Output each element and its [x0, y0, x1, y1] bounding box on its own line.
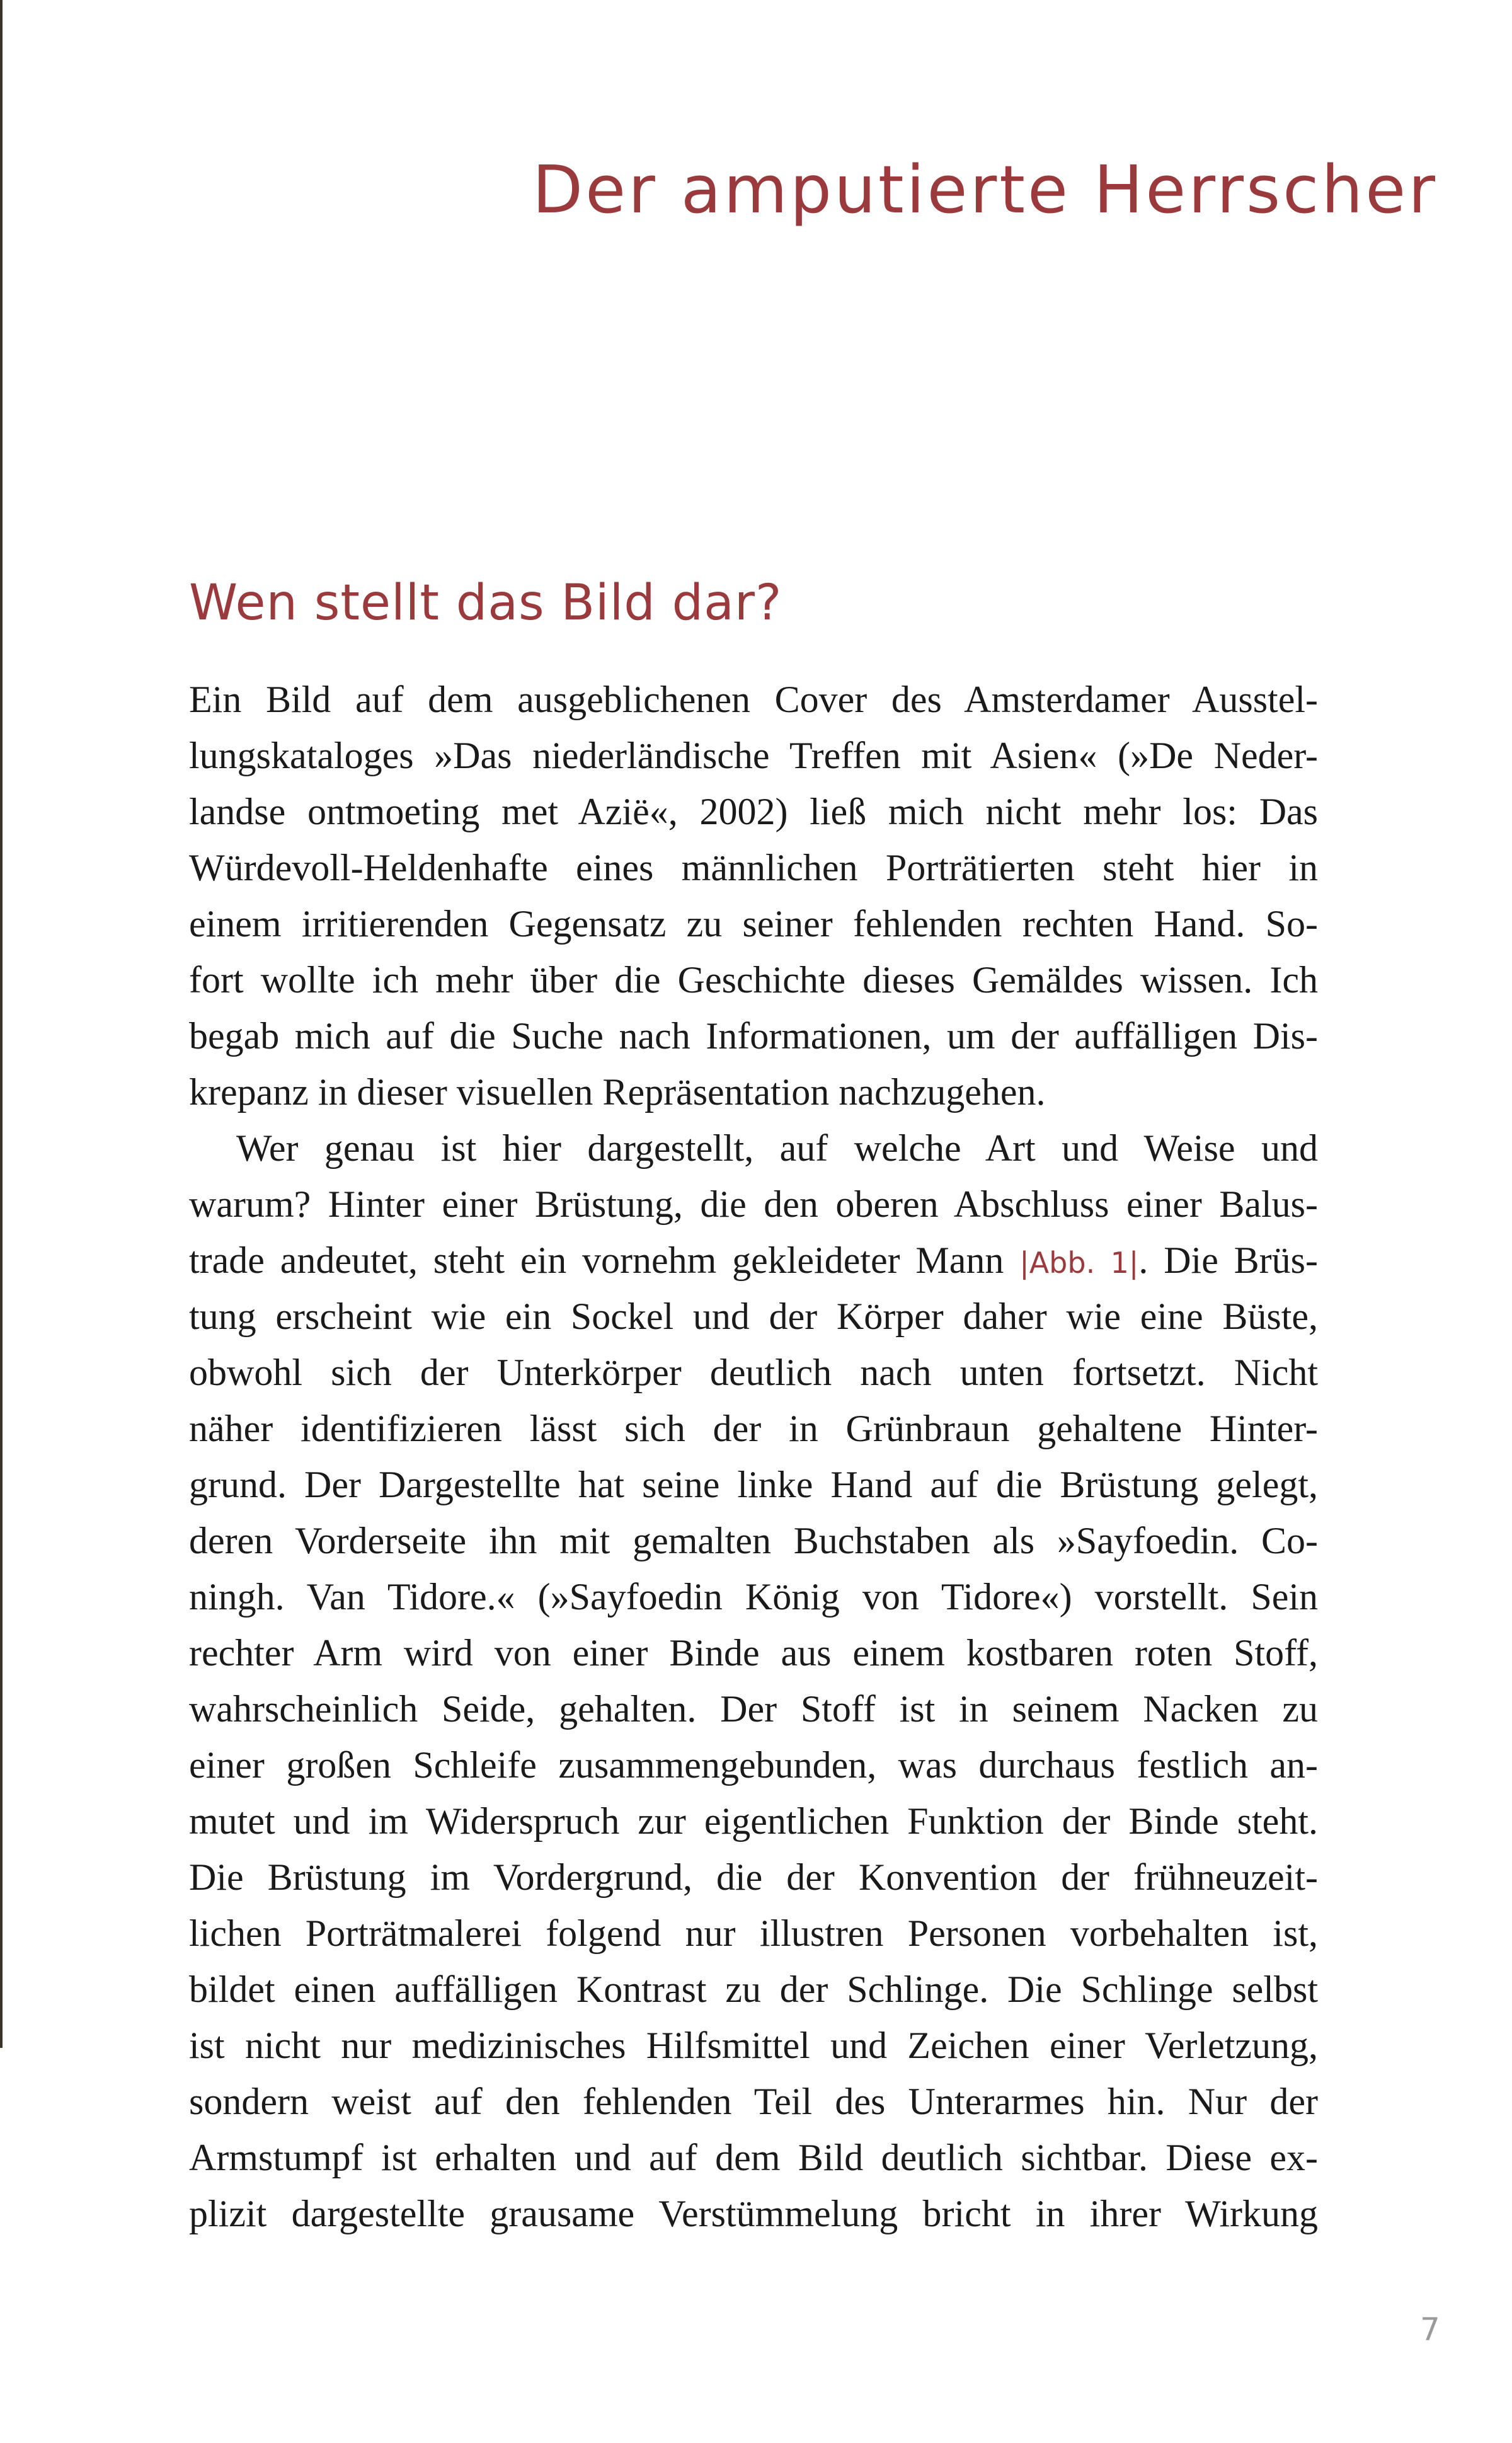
text-line-content: Armstumpf ist erhalten und auf dem Bild deutlich sichtbar. Diese ex-: [189, 2137, 1318, 2178]
text-line: [189, 1906, 1318, 1962]
text-line: [189, 1962, 1318, 2018]
text-line: [189, 1625, 1318, 1681]
text-line: [189, 840, 1318, 896]
text-line: [189, 896, 1318, 952]
text-line: [189, 784, 1318, 840]
text-line-content: lichen Porträtmalerei folgend nur illustren Personen vorbehalten ist,: [189, 1912, 1318, 1954]
text-line-content: tung erscheint wie ein Sockel und der Körper daher wie eine Büste,: [189, 1296, 1318, 1337]
page-edge-line: [0, 0, 3, 2048]
text-line: [189, 952, 1318, 1008]
text-line: [189, 1233, 1318, 1289]
text-line-content: ist nicht nur medizinisches Hilfsmittel und Zeichen einer Verletzung,: [189, 2025, 1318, 2066]
text-line-content: einem irritierenden Gegensatz zu seiner fehlenden rechten Hand. So-: [189, 903, 1318, 945]
text-line: [189, 1737, 1318, 1793]
text-line-content: ningh. Van Tidore.« (»Sayfoedin König von Tidore«) vorstellt. Sein: [189, 1576, 1318, 1618]
text-line-content: Wer genau ist hier dargestellt, auf welche Art und Weise und: [236, 1127, 1318, 1169]
text-line-content: plizit dargestellte grausame Verstümmelung bricht in ihrer Wirkung: [189, 2193, 1318, 2234]
text-line-content: obwohl sich der Unterkörper deutlich nach unten fortsetzt. Nicht: [189, 1352, 1318, 1393]
figure-reference-link[interactable]: |Abb. 1|: [1019, 1246, 1139, 1280]
text-line: [189, 1513, 1318, 1569]
text-line-content: einer großen Schleife zusammengebunden, was durchaus festlich an-: [189, 1744, 1318, 1786]
text-line-content: wahrscheinlich Seide, gehalten. Der Stoff ist in seinem Nacken zu: [189, 1688, 1318, 1730]
text-line-content: grund. Der Dargestellte hat seine linke Hand auf die Brüstung gelegt,: [189, 1464, 1318, 1505]
text-line: [236, 1120, 1318, 1176]
text-line-content: mutet und im Widerspruch zur eigentlichen Funktion der Binde steht.: [189, 1800, 1318, 1842]
text-line: [189, 1345, 1318, 1401]
text-line-content: rechter Arm wird von einer Binde aus einem kostbaren roten Stoff,: [189, 1632, 1318, 1674]
text-line-content: sondern weist auf den fehlenden Teil des Unterarmes hin. Nur der: [189, 2081, 1318, 2122]
text-line: [189, 672, 1318, 728]
text-line-content: krepanz in dieser visuellen Repräsentation nachzugehen.: [189, 1071, 1046, 1113]
text-line: [189, 728, 1318, 784]
text-line-content: landse ontmoeting met Azië«, 2002) ließ mich nicht mehr los: Das: [189, 791, 1318, 832]
text-line-content: bildet einen auffälligen Kontrast zu der Schlinge. Die Schlinge selbst: [189, 1969, 1318, 2010]
text-line-content: lungskataloges »Das niederländische Treffen mit Asien« (»De Neder-: [189, 735, 1318, 776]
text-line-content: warum? Hinter einer Brüstung, die den oberen Abschluss einer Balus-: [189, 1183, 1318, 1225]
text-line: [189, 1849, 1318, 1906]
text-line: [189, 1681, 1318, 1737]
text-line: [189, 2130, 1318, 2186]
text-line-content: [189, 1239, 1318, 1281]
text-line: [189, 1289, 1318, 1345]
text-line: [189, 1176, 1318, 1233]
text-segment: trade andeutet, steht ein vornehm gekleideter Mann: [189, 1239, 1020, 1281]
chapter-title: Der amputierte Herrscher: [532, 151, 1438, 228]
text-line: [189, 1064, 1318, 1120]
text-line-content: näher identifizieren lässt sich der in Grünbraun gehaltene Hinter-: [189, 1408, 1318, 1449]
text-line: [189, 1457, 1318, 1513]
text-line: [189, 1569, 1318, 1625]
text-line-content: fort wollte ich mehr über die Geschichte dieses Gemäldes wissen. Ich: [189, 959, 1318, 1001]
text-line: [189, 1008, 1318, 1064]
section-heading: Wen stellt das Bild dar?: [189, 575, 782, 631]
text-line-content: begab mich auf die Suche nach Informationen, um der auffälligen Dis-: [189, 1015, 1318, 1057]
text-line-content: deren Vorderseite ihn mit gemalten Buchstaben als »Sayfoedin. Co-: [189, 1520, 1318, 1561]
text-line: [189, 2186, 1318, 2242]
text-line-content: Würdevoll-Heldenhafte eines männlichen Porträtierten steht hier in: [189, 847, 1318, 888]
text-line-content: Die Brüstung im Vordergrund, die der Konvention der frühneuzeit-: [189, 1856, 1318, 1898]
text-line-content: Ein Bild auf dem ausgeblichenen Cover des Amsterdamer Ausstel-: [189, 679, 1318, 720]
page-number: 7: [1420, 2311, 1440, 2348]
text-line: [189, 1793, 1318, 1849]
text-segment: . Die Brüs-: [1138, 1239, 1318, 1281]
text-line: [189, 2018, 1318, 2074]
text-line: [189, 2074, 1318, 2130]
text-line: [189, 1401, 1318, 1457]
